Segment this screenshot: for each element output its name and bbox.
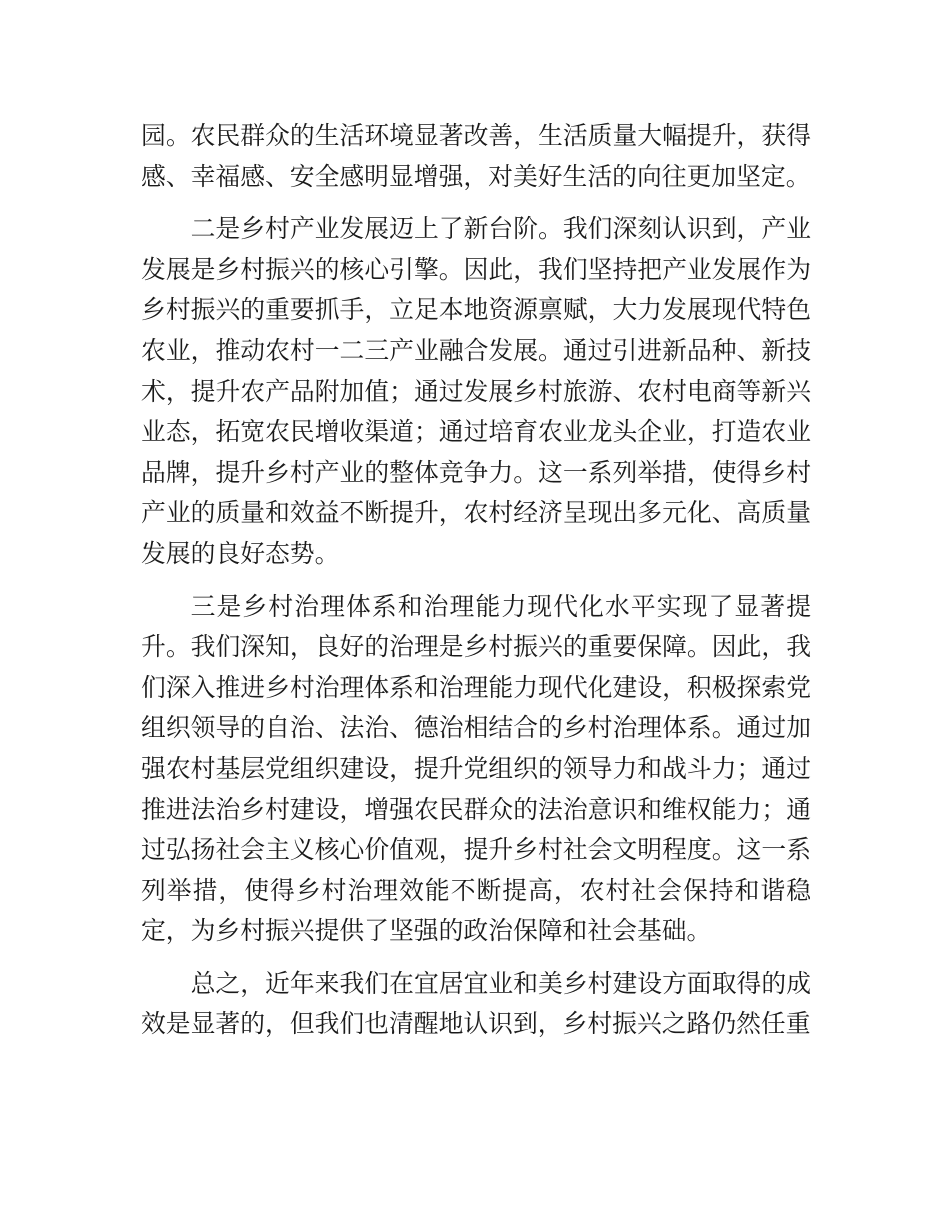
paragraph-continued: 园。农民群众的生活环境显著改善，生活质量大幅提升，获得感、幸福感、安全感明显增强，对美好生活的向往更加坚定。	[141, 121, 811, 191]
paragraph-industry: 二是乡村产业发展迈上了新台阶。我们深刻认识到，产业发展是乡村振兴的核心引擎。因此，我们坚持把产业发展作为乡村振兴的重要抓手，立足本地资源禀赋，大力发展现代特色农业，推动农村一二三产业融合发展。通过引进新品种、新技术，提升农产品附加值；通过发展乡村旅游、农村电商等新兴业态，拓宽农民增收渠道；通过培育农业龙头企业，打造农业品牌，提升乡村产业的整体竞争力。这一系列举措，使得乡村产业的质量和效益不断提升，农村经济呈现出多元化、高质量发展的良好态势。	[141, 214, 811, 568]
paragraph-governance: 三是乡村治理体系和治理能力现代化水平实现了显著提升。我们深知，良好的治理是乡村振兴的重要保障。因此，我们深入推进乡村治理体系和治理能力现代化建设，积极探索党组织领导的自治、法治、德治相结合的乡村治理体系。通过加强农村基层党组织建设，提升党组织的领导力和战斗力；通过推进法治乡村建设，增强农民群众的法治意识和维权能力；通过弘扬社会主义核心价值观，提升乡村社会文明程度。这一系列举措，使得乡村治理效能不断提高，农村社会保持和谐稳定，为乡村振兴提供了坚强的政治保障和社会基础。	[141, 591, 811, 946]
document-body	[141, 116, 811, 1057]
paragraph-summary: 总之，近年来我们在宜居宜业和美乡村建设方面取得的成效是显著的，但我们也清醒地认识到，乡村振兴之路仍然任重	[141, 968, 811, 1039]
